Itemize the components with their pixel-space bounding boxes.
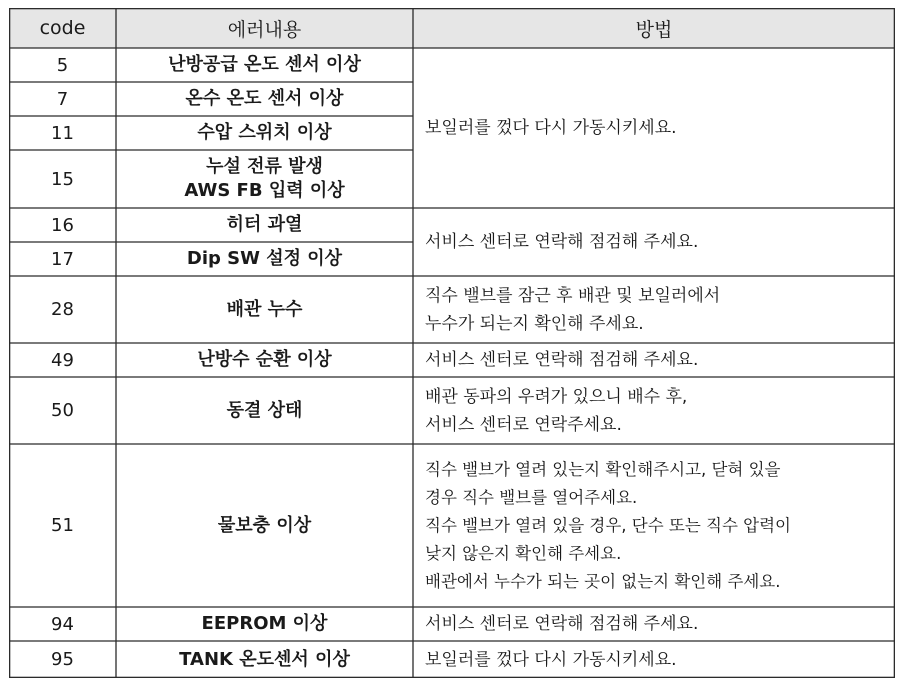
code-cell: 7 bbox=[56, 88, 69, 110]
header-code: code bbox=[9, 8, 116, 48]
header-error: 에러내용 bbox=[116, 8, 413, 48]
error-cell: TANK 온도센서 이상 bbox=[179, 648, 350, 670]
code-cell: 16 bbox=[51, 214, 74, 236]
method-line: 보일러를 껐다 다시 가동시키세요. bbox=[425, 118, 677, 138]
method-line: 누수가 되는지 확인해 주세요. bbox=[425, 313, 644, 334]
code-cell: 28 bbox=[51, 299, 74, 320]
method-line: 보일러를 껐다 다시 가동시키세요. bbox=[425, 649, 677, 670]
method-line: 배관에서 누수가 되는 곳이 없는지 확인해 주세요. bbox=[425, 571, 781, 591]
method-line: 직수 밸브가 열려 있는지 확인해주시고, 닫혀 있을 bbox=[425, 459, 781, 479]
error-cell: Dip SW 설정 이상 bbox=[186, 248, 343, 269]
code-cell: 50 bbox=[51, 400, 74, 421]
error-line: 누설 전류 발생 bbox=[206, 156, 323, 177]
method-line: 낮지 않은지 확인해 주세요. bbox=[425, 543, 622, 563]
method-line: 경우 직수 밸브를 열어주세요. bbox=[425, 487, 638, 507]
error-cell: 물보충 이상 bbox=[217, 514, 312, 536]
table-grid-lines bbox=[9, 8, 895, 678]
code-cell: 11 bbox=[51, 122, 74, 144]
code-cell: 49 bbox=[51, 349, 74, 371]
error-line: AWS FB 입력 이상 bbox=[184, 180, 345, 201]
error-cell: 난방공급 온도 센서 이상 bbox=[168, 54, 361, 75]
header-method: 방법 bbox=[413, 8, 895, 48]
error-cell: 수압 스위치 이상 bbox=[197, 122, 332, 143]
error-cell: 온수 온도 센서 이상 bbox=[185, 88, 344, 109]
error-code-table bbox=[9, 8, 895, 678]
code-cell: 17 bbox=[51, 248, 74, 270]
method-line: 서비스 센터로 연락주세요. bbox=[425, 414, 622, 435]
method-line: 서비스 센터로 연락해 점검해 주세요. bbox=[425, 232, 699, 252]
error-cell: 히터 과열 bbox=[226, 214, 303, 235]
method-line: 직수 밸브를 잠근 후 배관 및 보일러에서 bbox=[425, 285, 721, 306]
error-cell: 동결 상태 bbox=[226, 399, 303, 421]
method-line: 직수 밸브가 열려 있을 경우, 단수 또는 직수 압력이 bbox=[425, 515, 791, 535]
code-cell: 5 bbox=[56, 54, 69, 76]
method-line: 배관 동파의 우려가 있으니 배수 후, bbox=[425, 386, 688, 407]
method-line: 서비스 센터로 연락해 점검해 주세요. bbox=[425, 350, 699, 370]
error-cell: EEPROM 이상 bbox=[201, 613, 328, 634]
error-cell: 난방수 순환 이상 bbox=[197, 349, 332, 370]
code-cell: 95 bbox=[51, 649, 74, 670]
code-cell: 94 bbox=[51, 613, 74, 635]
code-cell: 51 bbox=[51, 515, 74, 536]
code-cell: 15 bbox=[51, 168, 74, 190]
error-cell: 배관 누수 bbox=[226, 298, 303, 320]
method-line: 서비스 센터로 연락해 점검해 주세요. bbox=[425, 614, 699, 634]
